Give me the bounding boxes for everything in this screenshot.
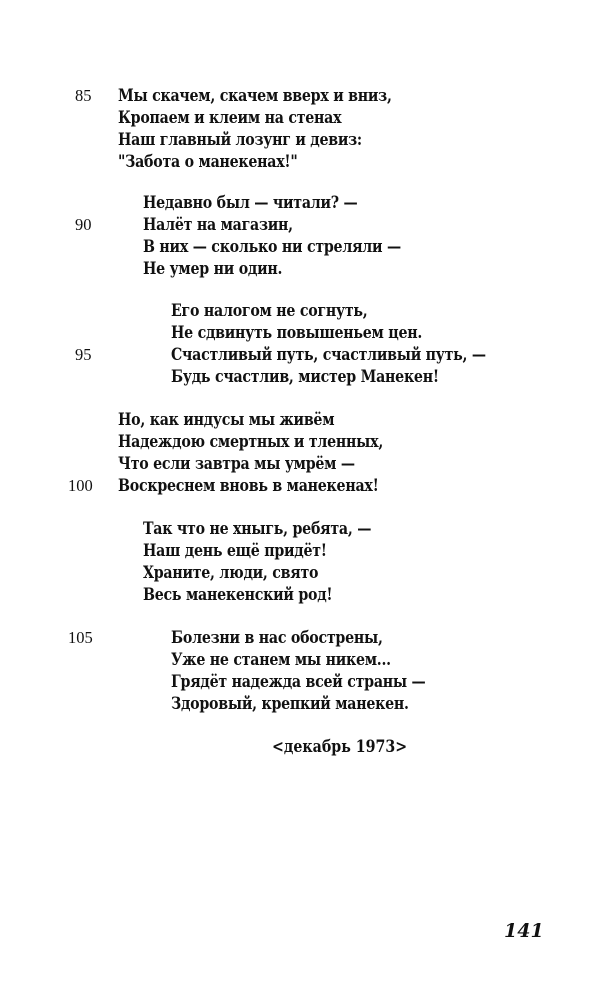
line-number-105: 105	[68, 628, 93, 647]
poem-line: Счастливый путь, счастливый путь, —	[171, 345, 486, 364]
poem-line: Наш главный лозунг и девиз:	[118, 130, 362, 149]
poem-line: Грядёт надежда всей страны —	[171, 672, 426, 691]
poem-line: Налёт на магазин,	[143, 215, 293, 234]
poem-line: В них — сколько ни стреляли —	[143, 237, 401, 256]
poem-line: Воскреснем вновь в манекенах!	[118, 476, 379, 495]
poem-line: "Забота о манекенах!"	[118, 152, 298, 171]
poem-line: Будь счастлив, мистер Манекен!	[171, 367, 439, 386]
poem-line: Не сдвинуть повышеньем цен.	[171, 323, 423, 342]
poem-line: Его налогом не согнуть,	[171, 301, 368, 320]
poem-line: Недавно был — читали? —	[143, 193, 358, 212]
line-number-85: 85	[75, 86, 92, 105]
poem-date: <декабрь 1973>	[272, 737, 408, 756]
poem-line: Кропаем и клеим на стенах	[118, 108, 342, 127]
poem-line: Храните, люди, свято	[143, 563, 319, 582]
line-number-90: 90	[75, 215, 92, 234]
line-number-100: 100	[68, 476, 93, 495]
page-number: 141	[504, 920, 544, 942]
poem-line: Так что не хныгь, ребята, —	[143, 519, 372, 538]
poem-line: Что если завтра мы умрём —	[118, 454, 355, 473]
poem-line: Но, как индусы мы живём	[118, 410, 335, 429]
poem-line: Уже не станем мы никем...	[171, 650, 391, 669]
poem-line: Здоровый, крепкий манекен.	[171, 694, 409, 713]
poem-line: Мы скачем, скачем вверх и вниз,	[118, 86, 392, 105]
poem-line: Надеждою смертных и тленных,	[118, 432, 384, 451]
poem-line: Болезни в нас обострены,	[171, 628, 383, 647]
poem-line: Не умер ни один.	[143, 259, 283, 278]
line-number-95: 95	[75, 345, 92, 364]
poem-line: Весь манекенский род!	[143, 585, 333, 604]
poem-line: Наш день ещё придёт!	[143, 541, 327, 560]
